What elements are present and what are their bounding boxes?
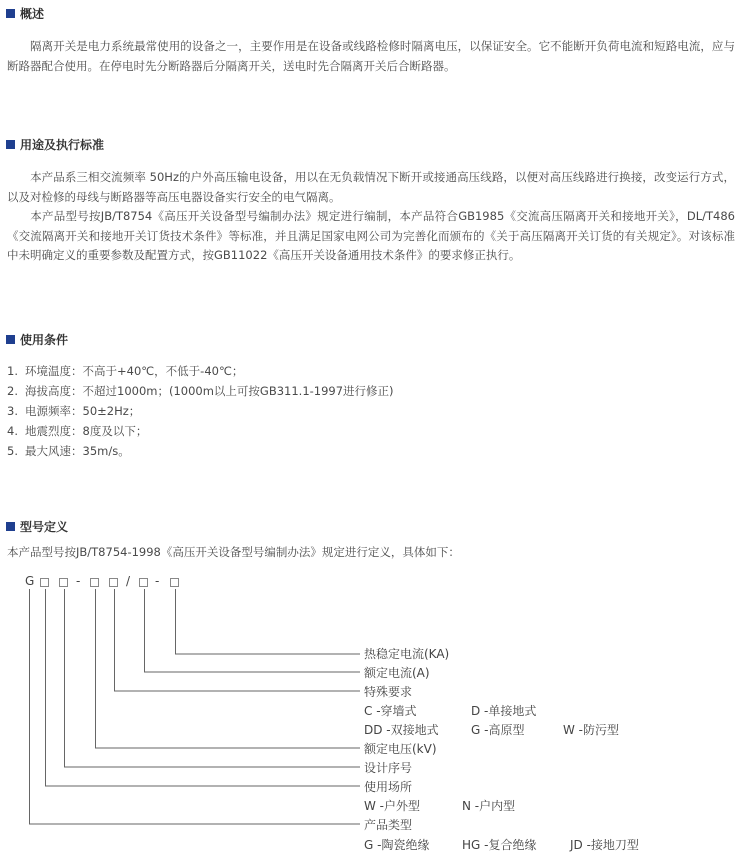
overview-paragraph: 隔离开关是电力系统最常使用的设备之一，主要作用是在设备或线路检修时隔离电压，以保证安全。它不能断开负荷电流和短路电流，应与断路器配合使用。在停电时先分断路器后分隔离开关，送电时先合隔离开关后合断路器。 [7, 39, 735, 73]
label-design-no: 设计序号 [364, 761, 413, 775]
option-w-anti: W -防污型 [563, 723, 620, 737]
code-prefix: G [25, 574, 35, 588]
option-n-in: N -户内型 [462, 799, 516, 813]
option-d: D -单接地式 [471, 704, 537, 718]
list-item: 5. 最大风速：35m/s。 [7, 444, 130, 458]
list-item: 2. 海拔高度：不超过1000m；(1000m以上可按GB311.1-1997进行修正) [7, 384, 394, 398]
option-g-ceramic: G -陶瓷绝缘 [364, 838, 430, 852]
label-product-type: 产品类型 [364, 818, 413, 832]
label-special: 特殊要求 [364, 685, 413, 699]
section-title: 用途及执行标准 [20, 137, 105, 152]
model-intro: 本产品型号按JB/T8754-1998《高压开关设备型号编制办法》规定进行定义，具体如下： [7, 545, 460, 559]
list-item: 1. 环境温度：不高于+40℃，不低于-40℃； [7, 364, 244, 378]
code-dash: - [155, 574, 160, 588]
list-item: 3. 电源频率：50±2Hz； [7, 404, 141, 418]
usage-paragraph-1: 本产品系三相交流频率 50Hz的户外高压输电设备，用以在无负载情况下断开或接通高压线路，以便对高压线路进行换接，改变运行方式，以及对检修的母线与断路器等高压电器设备实行安全的电气隔离。 [7, 170, 735, 204]
usage-paragraph-2: 本产品型号按JB/T8754《高压开关设备型号编制办法》规定进行编制，本产品符合GB1985《交流高压隔离开关和接地开关》，DL/T486《交流隔离开关和接地开关订货技术条件》等标准，并且满足国家电网公司为完善化而颁布的《关于高压隔离开关订货的有关规定》。对该标准中未明确定义的重要参数及配置方式，按GB11022《高压开关设备通用技术条件》的要求修正执行。 [7, 209, 735, 262]
label-rated-current: 额定电流(A) [364, 666, 430, 680]
option-g-high: G -高原型 [471, 723, 525, 737]
section-title: 型号定义 [20, 519, 69, 534]
code-dash: - [76, 574, 81, 588]
section-title: 使用条件 [20, 332, 69, 347]
section-title: 概述 [20, 6, 45, 21]
label-rated-voltage: 额定电压(kV) [364, 742, 437, 756]
code-slash: / [126, 574, 131, 588]
option-hg: HG -复合绝缘 [462, 838, 537, 852]
option-jd: JD -接地刀型 [570, 838, 639, 852]
option-c: C -穿墙式 [364, 704, 417, 718]
label-thermal-current: 热稳定电流(KA) [364, 647, 450, 661]
label-location: 使用场所 [364, 780, 413, 794]
list-item: 4. 地震烈度：8度及以下； [7, 424, 148, 438]
option-w-out: W -户外型 [364, 799, 421, 813]
option-dd: DD -双接地式 [364, 723, 439, 737]
